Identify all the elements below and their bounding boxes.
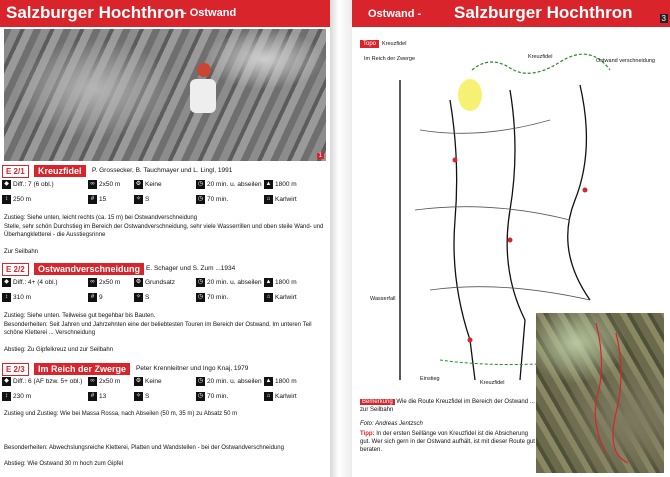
route-overlay xyxy=(536,313,664,473)
route-descent: Abstieg: Wie Ostwand 30 m hoch zum Gipfel xyxy=(4,461,124,467)
climber-helmet xyxy=(197,63,211,77)
left-page xyxy=(0,0,330,477)
route-access: Zustieg: Siehe unten, leicht rechts (ca. 15 m) bei Ostwandverschneidung xyxy=(4,215,198,221)
climber-photo xyxy=(4,29,326,161)
page-title: Salzburger Hochthron xyxy=(6,3,185,22)
topo-note: Ostwand verschneidung xyxy=(596,58,656,64)
stat: 1800 m xyxy=(275,279,297,287)
clock-icon: ◷ xyxy=(197,279,204,285)
stat: 70 min. xyxy=(207,294,229,302)
hut-icon: ⌂ xyxy=(264,392,273,401)
route-notes: Besonderheiten: Seit Jahren und Jahrzehnten eine der beliebtesten Touren im Bereich der Ostwand. Im unteren Teil schöne Kletterei ... Verschneidung xyxy=(4,322,312,336)
stat: Keine xyxy=(145,378,162,386)
route-name: Kreuzfidel xyxy=(34,165,86,177)
stat: 1800 m xyxy=(275,378,297,386)
topo-label: Topo xyxy=(360,40,379,48)
route-authors: P. Grossecker, B. Tauchmayer und L. Lingl, 1991 xyxy=(92,167,233,174)
stat: Karlwirt xyxy=(275,294,297,302)
length-icon: ↕ xyxy=(2,195,11,204)
altitude-icon: ▲ xyxy=(265,181,272,187)
route-descent: Abstieg: Zu Gipfelkreuz und zur Seilbahn xyxy=(4,347,114,353)
stat: 2x50 m xyxy=(99,378,121,386)
stat: Keine xyxy=(145,181,162,189)
compass-icon: ✧ xyxy=(135,196,142,202)
topo-subtitle: Kreuzfidel xyxy=(382,41,407,47)
route-access: Zustieg: Siehe unten. Teilweise gut begehbar bis Bauten. xyxy=(4,313,156,319)
route-notes: Besonderheiten: Abwechslungsreiche Kletterei, Platten und Wandstellen - bei der Ostwandverschneidung xyxy=(4,445,284,451)
approach-icon: ◷ xyxy=(197,196,204,202)
stat: 230 m xyxy=(13,393,32,401)
route-authors: E. Schager und S. Zum ...1934 xyxy=(146,265,236,272)
altitude-icon: ▲ xyxy=(265,279,272,285)
left-page-header xyxy=(0,0,330,27)
stat: 9 xyxy=(99,294,103,302)
stat: Diff.: 6 (AF bzw. 5+ obl.) xyxy=(13,378,83,386)
route-header-ostwandverschneidung xyxy=(0,263,330,276)
stat: 1800 m xyxy=(275,181,297,189)
stat: S xyxy=(145,294,150,302)
route-stats xyxy=(2,278,326,308)
rope-icon: ∞ xyxy=(88,377,97,386)
page-subtitle: - Ostwand xyxy=(183,7,237,19)
photo-credit: Foto: Andreas Jentzsch xyxy=(360,421,423,427)
stat: S xyxy=(145,393,150,401)
stat: Karlwirt xyxy=(275,393,297,401)
tip-box xyxy=(360,430,536,454)
route-stats xyxy=(2,377,326,407)
stat: 70 min. xyxy=(207,196,229,204)
clock-icon: ◷ xyxy=(197,181,204,187)
stat: S xyxy=(145,196,150,204)
stat: 20 min. u. abseilen xyxy=(207,279,262,287)
gear-icon: ⚙ xyxy=(135,181,142,187)
stat: 2x50 m xyxy=(99,279,121,287)
remark-label: Bemerkung xyxy=(362,399,393,405)
route-stats xyxy=(2,180,326,210)
topo-note: Im Reich der Zwerge xyxy=(364,56,416,62)
stat: 70 min. xyxy=(207,393,229,401)
length-icon: ↕ xyxy=(2,392,11,401)
route-name: Ostwandverschneidung xyxy=(34,263,144,275)
stat: 20 min. u. abseilen xyxy=(207,378,262,386)
pitches-icon: # xyxy=(88,195,97,204)
compass-icon: ✧ xyxy=(135,393,142,399)
route-remark xyxy=(360,398,536,414)
topo-note: Einstieg xyxy=(420,376,440,382)
difficulty-icon: ◆ xyxy=(2,180,11,189)
wall-photo xyxy=(536,313,664,473)
stat: Diff.: 4+ (4 obl.) xyxy=(13,279,58,287)
stat: 2x50 m xyxy=(99,181,121,189)
altitude-icon: ▲ xyxy=(265,378,272,384)
stat: 15 xyxy=(99,196,107,204)
stat: Karlwirt xyxy=(275,196,297,204)
clock-icon: ◷ xyxy=(197,378,204,384)
route-access: Zustieg und Zustieg: Wie bei Massa Rossa, nach Abseilen (50 m, 35 m) zu Absatz 50 m xyxy=(4,411,238,417)
difficulty-icon: ◆ xyxy=(2,377,11,386)
right-page xyxy=(352,0,670,477)
topo-note: Kreuzfidel xyxy=(528,54,553,60)
pitches-icon: # xyxy=(88,392,97,401)
rope-icon: ∞ xyxy=(88,278,97,287)
route-name: Im Reich der Zwerge xyxy=(34,363,130,375)
topo-note: Wasserfall xyxy=(370,296,396,302)
photo-number: 1 xyxy=(318,153,322,159)
route-code: E 2/3 xyxy=(2,363,29,376)
climber-figure xyxy=(190,79,216,113)
stat: 20 min. u. abseilen xyxy=(207,181,262,189)
topo-note: Kreuzfidel xyxy=(480,380,505,386)
page-marker: 3 xyxy=(661,14,666,23)
stat: 13 xyxy=(99,393,107,401)
stat: Grundsatz xyxy=(145,279,175,287)
gear-icon: ⚙ xyxy=(135,378,142,384)
approach-icon: ◷ xyxy=(197,393,204,399)
pitches-icon: # xyxy=(88,293,97,302)
route-header-kreuzfidel xyxy=(0,165,330,178)
page-subtitle: Ostwand - xyxy=(368,8,422,20)
right-page-header xyxy=(352,0,670,27)
stat: 250 m xyxy=(13,196,32,204)
route-notes: Stelle, sehr schön Durchstieg im Bereich der Ostwandverschneidung, sehr viele Wasserrillen und oben steile Wand- und Überhangkletterei - die Ausstiegsrinne xyxy=(4,224,324,238)
page-title: Salzburger Hochthron xyxy=(454,3,633,22)
stat: 310 m xyxy=(13,294,32,302)
tip-label: Tipp: xyxy=(360,431,375,437)
route-descent: Zur Seilbahn xyxy=(4,249,39,255)
hut-icon: ⌂ xyxy=(264,195,273,204)
route-authors: Peter Krennleitner und Ingo Knaj, 1979 xyxy=(136,365,249,372)
route-code: E 2/1 xyxy=(2,165,29,178)
approach-icon: ◷ xyxy=(197,294,204,300)
gear-icon: ⚙ xyxy=(135,279,142,285)
tip-text: In der ersten Seillänge von Kreuzfidel ist die Absicherung gut. Wer sich gern in der Ostwand aufhält, ist mit dieser Route gut beraten. xyxy=(360,431,535,453)
route-code: E 2/2 xyxy=(2,263,29,276)
rope-icon: ∞ xyxy=(88,180,97,189)
route-header-im-reich-der-zwerge xyxy=(0,363,330,376)
hut-icon: ⌂ xyxy=(264,293,273,302)
difficulty-icon: ◆ xyxy=(2,278,11,287)
stat: Diff.: 7 (6 obl.) xyxy=(13,181,54,189)
book-gutter xyxy=(330,0,352,477)
remark-text: Wie die Route Kreuzfidel im Bereich der Ostwand ... zur Seilbahn xyxy=(360,399,535,413)
compass-icon: ✧ xyxy=(135,294,142,300)
length-icon: ↕ xyxy=(2,293,11,302)
